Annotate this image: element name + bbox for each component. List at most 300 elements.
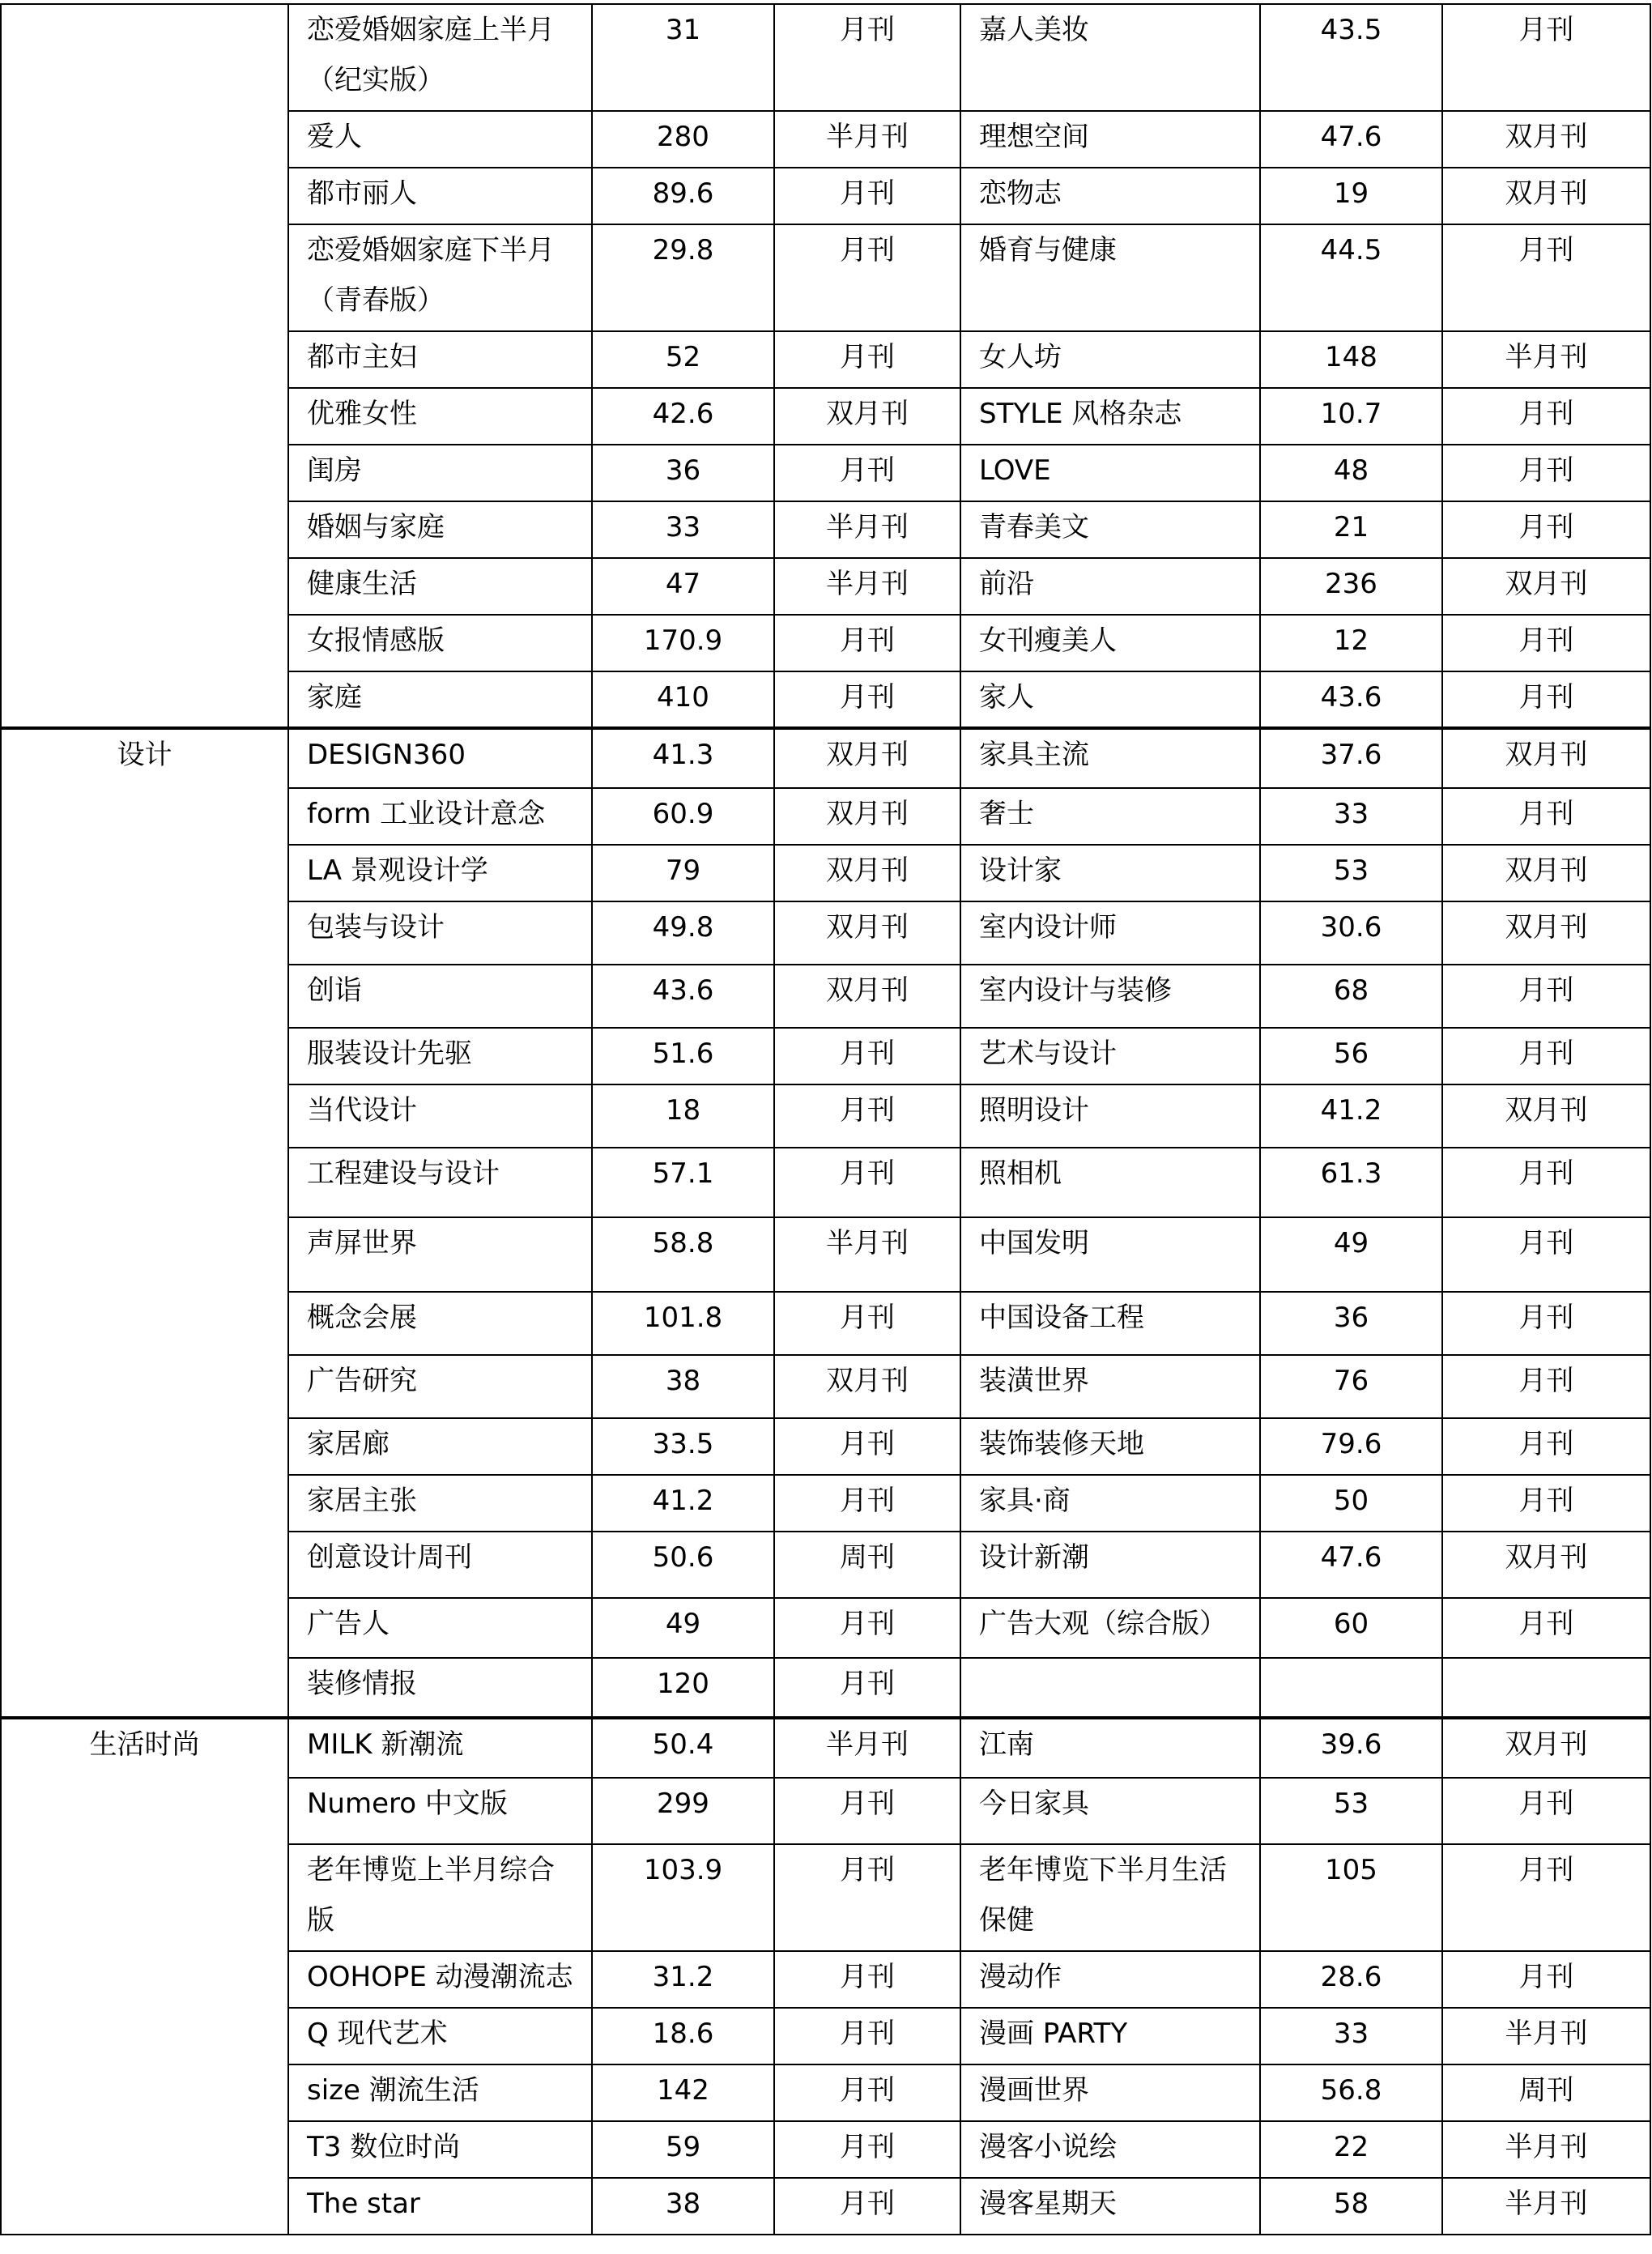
magazine-name-line: size 潮流生活: [307, 2074, 479, 2107]
price-value: 89.6: [652, 177, 714, 210]
frequency-cell: [774, 1951, 960, 2008]
frequency-value: 月刊: [1518, 398, 1574, 430]
price-value: 68: [1333, 974, 1369, 1007]
price-value: 53: [1333, 854, 1369, 887]
magazine-name-cell: [960, 1028, 1260, 1084]
frequency-cell: [1442, 1778, 1650, 1844]
price-value: 53: [1333, 1787, 1369, 1820]
frequency-cell: [1442, 331, 1650, 388]
price-cell: [1260, 1598, 1442, 1658]
magazine-name-cell: [960, 728, 1260, 788]
magazine-name-cell: [288, 965, 592, 1028]
magazine-name-cell: [960, 1778, 1260, 1844]
price-value: 56: [1333, 1038, 1369, 1070]
magazine-name-cell: [288, 1028, 592, 1084]
price-value: 47.6: [1320, 1541, 1382, 1574]
frequency-cell: [774, 1658, 960, 1718]
frequency-cell: [774, 331, 960, 388]
price-cell: [1260, 111, 1442, 168]
frequency-value: 双月刊: [1505, 1094, 1588, 1127]
price-cell: [1260, 1532, 1442, 1598]
magazine-name-line: LOVE: [979, 454, 1051, 487]
magazine-name-cell: [288, 1148, 592, 1217]
price-value: 47.6: [1320, 121, 1382, 153]
price-value: 105: [1325, 1854, 1377, 1886]
frequency-value: 月刊: [1518, 1608, 1574, 1640]
frequency-cell: [774, 671, 960, 728]
price-value: 52: [665, 341, 701, 373]
price-cell: [592, 1217, 774, 1292]
frequency-cell: [774, 901, 960, 965]
price-value: 50.4: [652, 1728, 714, 1761]
magazine-name-cell: [960, 558, 1260, 615]
magazine-name-line: 健康生活: [307, 568, 417, 600]
price-value: 33: [1333, 798, 1369, 830]
magazine-name-line: （青春版）: [307, 284, 445, 317]
magazine-name-cell: [960, 901, 1260, 965]
price-cell: [592, 1475, 774, 1532]
frequency-value: 月刊: [1518, 681, 1574, 714]
price-cell: [592, 1084, 774, 1148]
magazine-name-line: 创诣: [307, 974, 362, 1007]
price-cell: [592, 558, 774, 615]
frequency-cell: [1442, 1217, 1650, 1292]
magazine-name-line: 广告研究: [307, 1365, 417, 1397]
price-value: 38: [665, 1365, 701, 1397]
price-value: 79: [665, 854, 701, 887]
magazine-name-line: （纪实版）: [307, 64, 445, 96]
frequency-cell: [1442, 4, 1650, 111]
price-value: 44.5: [1320, 234, 1382, 266]
frequency-value: 月刊: [1518, 454, 1574, 487]
magazine-name-cell: [960, 1658, 1260, 1718]
magazine-name-cell: [960, 2121, 1260, 2178]
frequency-value: 月刊: [840, 1854, 895, 1886]
magazine-name-line: 爱人: [307, 121, 362, 153]
price-value: 31: [665, 14, 701, 46]
frequency-cell: [774, 1844, 960, 1951]
magazine-name-line: 设计家: [979, 854, 1062, 887]
magazine-name-cell: [288, 2008, 592, 2064]
magazine-name-line: 老年博览上半月综合: [307, 1854, 555, 1886]
price-cell: [1260, 1951, 1442, 2008]
frequency-value: 月刊: [1518, 1038, 1574, 1070]
frequency-value: 月刊: [1518, 798, 1574, 830]
magazine-name-cell: [288, 615, 592, 671]
frequency-value: 月刊: [1518, 1157, 1574, 1190]
magazine-name-line: T3 数位时尚: [307, 2131, 461, 2163]
magazine-name-line: DESIGN360: [307, 739, 466, 771]
frequency-cell: [1442, 445, 1650, 501]
magazine-name-cell: [960, 224, 1260, 331]
frequency-value: 双月刊: [826, 911, 909, 944]
frequency-cell: [774, 2121, 960, 2178]
price-cell: [592, 2064, 774, 2121]
price-value: 30.6: [1320, 911, 1382, 944]
price-cell: [1260, 671, 1442, 728]
price-cell: [1260, 728, 1442, 788]
category-cell: [1, 4, 288, 728]
magazine-name-line: 漫画世界: [979, 2074, 1089, 2107]
price-value: 33: [665, 511, 701, 543]
price-cell: [1260, 1844, 1442, 1951]
magazine-name-line: 奢士: [979, 798, 1034, 830]
frequency-cell: [1442, 845, 1650, 901]
frequency-value: 月刊: [840, 1302, 895, 1334]
frequency-value: 双月刊: [826, 739, 909, 771]
price-value: 22: [1333, 2131, 1369, 2163]
magazine-name-cell: [288, 1418, 592, 1475]
price-cell: [1260, 1355, 1442, 1418]
magazine-name-line: 家具主流: [979, 739, 1089, 771]
price-value: 37.6: [1320, 739, 1382, 771]
frequency-cell: [774, 845, 960, 901]
category-cell: [1, 728, 288, 1718]
frequency-value: 月刊: [1518, 1302, 1574, 1334]
price-cell: [1260, 2178, 1442, 2235]
frequency-cell: [1442, 1292, 1650, 1355]
frequency-value: 半月刊: [1505, 2131, 1588, 2163]
magazine-name-cell: [288, 845, 592, 901]
magazine-name-cell: [960, 1084, 1260, 1148]
frequency-value: 月刊: [1518, 1854, 1574, 1886]
magazine-name-line: 家具·商: [979, 1485, 1071, 1517]
frequency-value: 月刊: [840, 1094, 895, 1127]
frequency-cell: [774, 2008, 960, 2064]
magazine-name-cell: [960, 671, 1260, 728]
frequency-cell: [1442, 728, 1650, 788]
magazine-name-cell: [288, 728, 592, 788]
category-label: 设计: [117, 739, 172, 771]
category-label: 生活时尚: [89, 1728, 200, 1761]
frequency-value: 双月刊: [826, 854, 909, 887]
magazine-name-line: 保健: [979, 1904, 1034, 1937]
price-cell: [1260, 2121, 1442, 2178]
magazine-name-cell: [960, 965, 1260, 1028]
frequency-cell: [774, 1598, 960, 1658]
magazine-name-line: 都市丽人: [307, 177, 417, 210]
magazine-name-cell: [288, 1355, 592, 1418]
frequency-cell: [774, 1292, 960, 1355]
magazine-name-line: 装饰装修天地: [979, 1428, 1144, 1460]
magazine-name-line: 漫客小说绘: [979, 2131, 1117, 2163]
frequency-value: 月刊: [1518, 511, 1574, 543]
magazine-name-line: 照相机: [979, 1157, 1062, 1190]
frequency-value: 月刊: [840, 2188, 895, 2220]
price-cell: [1260, 1084, 1442, 1148]
frequency-value: 月刊: [840, 177, 895, 210]
magazine-name-line: 都市主妇: [307, 341, 417, 373]
magazine-name-cell: [960, 331, 1260, 388]
frequency-cell: [1442, 111, 1650, 168]
frequency-value: 半月刊: [826, 1227, 909, 1259]
magazine-name-line: 今日家具: [979, 1787, 1089, 1820]
magazine-name-cell: [960, 2178, 1260, 2235]
magazine-name-line: 广告大观（综合版）: [979, 1608, 1227, 1640]
frequency-cell: [1442, 1418, 1650, 1475]
magazine-name-cell: [288, 501, 592, 558]
price-cell: [592, 1718, 774, 1778]
magazine-name-cell: [960, 445, 1260, 501]
magazine-name-line: 创意设计周刊: [307, 1541, 472, 1574]
frequency-cell: [1442, 965, 1650, 1028]
frequency-value: 月刊: [1518, 974, 1574, 1007]
price-cell: [592, 1292, 774, 1355]
frequency-value: 月刊: [840, 1668, 895, 1700]
magazine-name-line: 恋爱婚姻家庭上半月: [307, 14, 555, 46]
frequency-value: 月刊: [1518, 234, 1574, 266]
frequency-value: 月刊: [840, 14, 895, 46]
frequency-cell: [1442, 558, 1650, 615]
magazine-name-cell: [960, 168, 1260, 224]
price-value: 33: [1333, 2018, 1369, 2050]
frequency-cell: [1442, 388, 1650, 445]
frequency-value: 月刊: [1518, 1227, 1574, 1259]
price-value: 49.8: [652, 911, 714, 944]
price-value: 33.5: [652, 1428, 714, 1460]
frequency-value: 半月刊: [1505, 2018, 1588, 2050]
frequency-cell: [1442, 2064, 1650, 2121]
frequency-value: 月刊: [840, 2018, 895, 2050]
frequency-cell: [1442, 1598, 1650, 1658]
magazine-name-line: 中国设备工程: [979, 1302, 1144, 1334]
magazine-name-line: 包装与设计: [307, 911, 445, 944]
price-cell: [592, 168, 774, 224]
price-value: 41.2: [1320, 1094, 1382, 1127]
magazine-table: [0, 3, 1651, 2235]
magazine-name-line: 嘉人美妆: [979, 14, 1089, 46]
frequency-cell: [1442, 1658, 1650, 1718]
frequency-value: 月刊: [1518, 1961, 1574, 1993]
magazine-name-line: 设计新潮: [979, 1541, 1089, 1574]
magazine-name-line: OOHOPE 动漫潮流志: [307, 1961, 573, 1993]
magazine-name-line: 女刊瘦美人: [979, 624, 1117, 657]
price-cell: [592, 2178, 774, 2235]
frequency-cell: [774, 168, 960, 224]
magazine-name-line: 装修情报: [307, 1668, 417, 1700]
magazine-name-line: 声屏世界: [307, 1227, 417, 1259]
table-row: [1, 728, 1650, 788]
frequency-value: 双月刊: [1505, 739, 1588, 771]
magazine-name-cell: [960, 845, 1260, 901]
frequency-cell: [1442, 901, 1650, 965]
price-cell: [592, 331, 774, 388]
price-value: 43.6: [1320, 681, 1382, 714]
magazine-name-line: 老年博览下半月生活: [979, 1854, 1227, 1886]
magazine-name-line: 室内设计师: [979, 911, 1117, 944]
price-value: 42.6: [652, 398, 714, 430]
magazine-name-cell: [288, 1598, 592, 1658]
price-value: 76: [1333, 1365, 1369, 1397]
price-cell: [592, 671, 774, 728]
frequency-value: 双月刊: [1505, 568, 1588, 600]
price-value: 21: [1333, 511, 1369, 543]
price-cell: [592, 1658, 774, 1718]
magazine-name-line: form 工业设计意念: [307, 798, 546, 830]
frequency-cell: [1442, 671, 1650, 728]
magazine-name-cell: [288, 111, 592, 168]
price-cell: [1260, 4, 1442, 111]
price-cell: [592, 2121, 774, 2178]
price-value: 56.8: [1320, 2074, 1382, 2107]
frequency-cell: [1442, 1148, 1650, 1217]
price-value: 79.6: [1320, 1428, 1382, 1460]
price-cell: [592, 965, 774, 1028]
magazine-name-line: 艺术与设计: [979, 1038, 1117, 1070]
magazine-name-cell: [288, 2121, 592, 2178]
magazine-name-line: Numero 中文版: [307, 1787, 508, 1820]
magazine-name-cell: [960, 501, 1260, 558]
magazine-name-line: 闺房: [307, 454, 362, 487]
price-value: 170.9: [643, 624, 723, 657]
magazine-name-line: The star: [307, 2188, 420, 2220]
price-cell: [1260, 1148, 1442, 1217]
frequency-value: 双月刊: [1505, 1541, 1588, 1574]
price-cell: [1260, 445, 1442, 501]
frequency-cell: [1442, 1355, 1650, 1418]
frequency-value: 月刊: [840, 341, 895, 373]
magazine-name-cell: [960, 615, 1260, 671]
price-cell: [592, 4, 774, 111]
frequency-value: 双月刊: [826, 798, 909, 830]
price-value: 43.5: [1320, 14, 1382, 46]
magazine-name-cell: [288, 2178, 592, 2235]
price-value: 43.6: [652, 974, 714, 1007]
price-value: 280: [657, 121, 709, 153]
price-value: 410: [657, 681, 709, 714]
frequency-value: 半月刊: [826, 511, 909, 543]
frequency-value: 周刊: [1518, 2074, 1574, 2107]
magazine-name-cell: [288, 1475, 592, 1532]
frequency-value: 月刊: [840, 681, 895, 714]
frequency-cell: [1442, 1951, 1650, 2008]
magazine-name-cell: [960, 2008, 1260, 2064]
price-cell: [1260, 1028, 1442, 1084]
price-cell: [592, 1028, 774, 1084]
magazine-name-line: 漫动作: [979, 1961, 1062, 1993]
price-cell: [1260, 615, 1442, 671]
frequency-cell: [774, 501, 960, 558]
magazine-name-line: 装潢世界: [979, 1365, 1089, 1397]
frequency-value: 月刊: [840, 624, 895, 657]
frequency-value: 半月刊: [826, 121, 909, 153]
frequency-value: 月刊: [1518, 1787, 1574, 1820]
frequency-cell: [1442, 1718, 1650, 1778]
frequency-value: 月刊: [840, 1428, 895, 1460]
frequency-value: 双月刊: [826, 398, 909, 430]
magazine-name-cell: [288, 1217, 592, 1292]
price-cell: [592, 224, 774, 331]
magazine-name-cell: [288, 1532, 592, 1598]
magazine-name-line: 青春美文: [979, 511, 1089, 543]
magazine-name-cell: [960, 1718, 1260, 1778]
frequency-value: 周刊: [840, 1541, 895, 1574]
magazine-name-line: 概念会展: [307, 1302, 417, 1334]
magazine-name-line: 女人坊: [979, 341, 1062, 373]
frequency-value: 月刊: [840, 1961, 895, 1993]
price-value: 50: [1333, 1485, 1369, 1517]
magazine-name-line: 婚姻与家庭: [307, 511, 445, 543]
price-value: 41.3: [652, 739, 714, 771]
price-cell: [592, 1532, 774, 1598]
price-value: 60: [1333, 1608, 1369, 1640]
magazine-name-line: 婚育与健康: [979, 234, 1117, 266]
magazine-name-line: Q 现代艺术: [307, 2018, 448, 2050]
frequency-value: 月刊: [1518, 1428, 1574, 1460]
frequency-cell: [774, 388, 960, 445]
price-cell: [1260, 845, 1442, 901]
price-value: 49: [665, 1608, 701, 1640]
frequency-cell: [1442, 1028, 1650, 1084]
magazine-name-cell: [288, 224, 592, 331]
magazine-name-line: 中国发明: [979, 1227, 1089, 1259]
frequency-cell: [774, 1028, 960, 1084]
frequency-cell: [774, 1148, 960, 1217]
frequency-cell: [1442, 615, 1650, 671]
price-value: 58.8: [652, 1227, 714, 1259]
magazine-name-line: 理想空间: [979, 121, 1089, 153]
price-cell: [1260, 1778, 1442, 1844]
price-value: 38: [665, 2188, 701, 2220]
magazine-name-cell: [288, 1844, 592, 1951]
magazine-name-cell: [288, 788, 592, 845]
price-cell: [592, 111, 774, 168]
frequency-value: 月刊: [840, 1787, 895, 1820]
price-value: 236: [1325, 568, 1377, 600]
price-value: 49: [1333, 1227, 1369, 1259]
price-cell: [592, 901, 774, 965]
magazine-name-line: 照明设计: [979, 1094, 1089, 1127]
price-value: 19: [1333, 177, 1369, 210]
frequency-cell: [1442, 1475, 1650, 1532]
price-cell: [592, 728, 774, 788]
magazine-name-cell: [960, 788, 1260, 845]
frequency-value: 月刊: [840, 1608, 895, 1640]
frequency-value: 月刊: [840, 234, 895, 266]
price-cell: [1260, 901, 1442, 965]
price-cell: [1260, 965, 1442, 1028]
magazine-name-cell: [960, 1217, 1260, 1292]
price-cell: [592, 1148, 774, 1217]
price-value: 50.6: [652, 1541, 714, 1574]
price-cell: [1260, 1217, 1442, 1292]
price-cell: [1260, 1418, 1442, 1475]
frequency-value: 月刊: [840, 2131, 895, 2163]
price-cell: [592, 615, 774, 671]
price-value: 59: [665, 2131, 701, 2163]
frequency-value: 月刊: [840, 2074, 895, 2107]
magazine-name-cell: [960, 2064, 1260, 2121]
magazine-name-line: 女报情感版: [307, 624, 445, 657]
magazine-name-line: 漫客星期天: [979, 2188, 1117, 2220]
magazine-name-cell: [288, 1778, 592, 1844]
magazine-name-cell: [288, 558, 592, 615]
frequency-value: 半月刊: [826, 1728, 909, 1761]
frequency-cell: [774, 1778, 960, 1844]
price-value: 36: [1333, 1302, 1369, 1334]
price-cell: [592, 501, 774, 558]
frequency-cell: [1442, 2008, 1650, 2064]
price-cell: [592, 1951, 774, 2008]
magazine-name-cell: [288, 331, 592, 388]
price-cell: [1260, 2064, 1442, 2121]
frequency-value: 双月刊: [1505, 177, 1588, 210]
price-value: 142: [657, 2074, 709, 2107]
magazine-name-line: MILK 新潮流: [307, 1728, 464, 1761]
price-value: 12: [1333, 624, 1369, 657]
magazine-name-line: STYLE 风格杂志: [979, 398, 1182, 430]
price-cell: [1260, 501, 1442, 558]
